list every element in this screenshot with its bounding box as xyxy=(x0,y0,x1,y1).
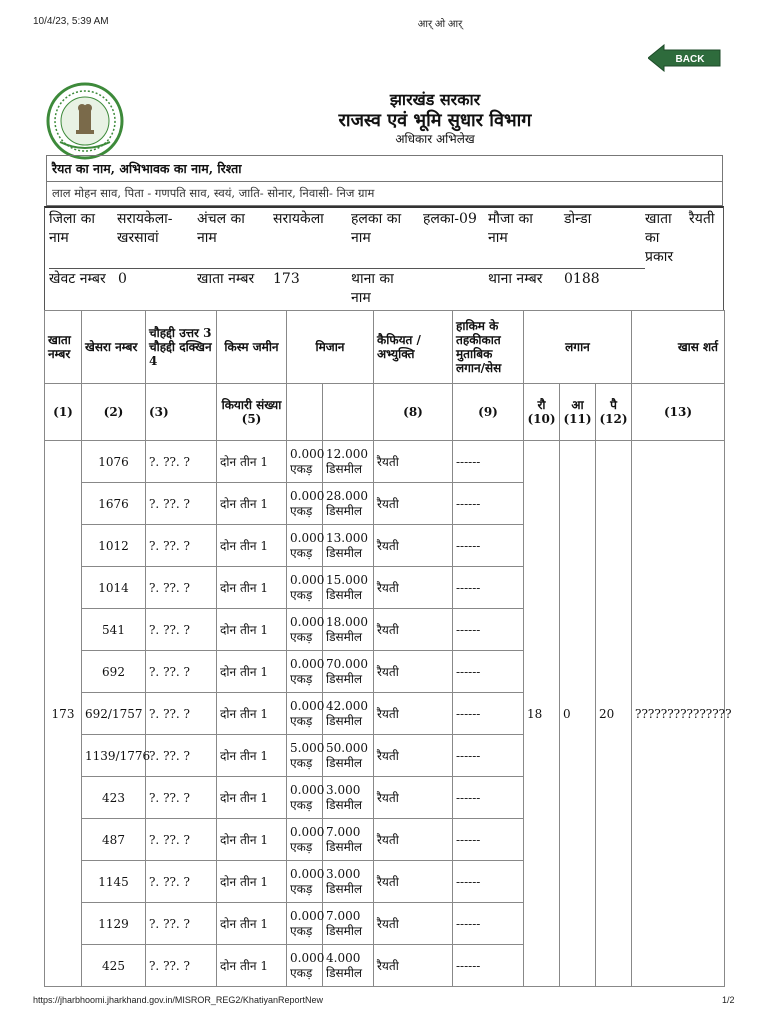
decimal-value: 18.000 xyxy=(326,614,368,629)
decimal-value: 28.000 xyxy=(326,488,368,503)
kism-cell: दोन तीन 1 xyxy=(217,861,287,903)
col-num-1: (1) xyxy=(45,384,82,441)
kism-cell: दोन तीन 1 xyxy=(217,903,287,945)
kaifiyat-cell: रैयती xyxy=(374,903,453,945)
hakim-cell: ------ xyxy=(453,567,524,609)
hakim-cell: ------ xyxy=(453,777,524,819)
kaifiyat-cell: रैयती xyxy=(374,819,453,861)
hakim-cell: ------ xyxy=(453,609,524,651)
decimal-cell xyxy=(323,903,374,945)
hakim-cell: ------ xyxy=(453,861,524,903)
decimal-cell xyxy=(323,693,374,735)
back-button-label: BACK xyxy=(675,54,705,65)
col-num-11 xyxy=(560,384,596,441)
kaifiyat-cell: रैयती xyxy=(374,567,453,609)
acre-unit: एकड़ xyxy=(290,755,313,770)
hakim-cell: ------ xyxy=(453,693,524,735)
table-row xyxy=(45,441,725,483)
kaifiyat-cell: रैयती xyxy=(374,441,453,483)
header-hakim: हाकिम के तहकीकात मुताबिक लगान/सेस xyxy=(453,311,524,384)
chauhaddi-cell: ?. ??. ? xyxy=(146,567,217,609)
decimal-cell xyxy=(323,945,374,987)
khesra-cell: 1139/1776 xyxy=(82,735,146,777)
decimal-value: 3.000 xyxy=(326,782,361,797)
header-lagan: लगान xyxy=(524,311,632,384)
print-page-number: 1/2 xyxy=(722,995,735,1005)
halka-label: हलका का नाम xyxy=(351,211,402,246)
back-button[interactable] xyxy=(648,44,722,72)
khesra-cell: 487 xyxy=(82,819,146,861)
kaifiyat-cell: रैयती xyxy=(374,693,453,735)
acre-unit: एकड़ xyxy=(290,671,313,686)
decimal-unit: डिसमील xyxy=(326,881,363,896)
chauhaddi-cell: ?. ??. ? xyxy=(146,945,217,987)
khesra-cell: 423 xyxy=(82,777,146,819)
decimal-unit: डिसमील xyxy=(326,839,363,854)
decimal-cell xyxy=(323,819,374,861)
hakim-cell: ------ xyxy=(453,651,524,693)
acre-unit: एकड़ xyxy=(290,461,313,476)
kism-cell: दोन तीन 1 xyxy=(217,525,287,567)
print-page-title: आर् ओ आर् xyxy=(417,19,463,30)
decimal-unit: डिसमील xyxy=(326,965,363,980)
decimal-value: 42.000 xyxy=(326,698,368,713)
kism-cell: दोन तीन 1 xyxy=(217,441,287,483)
decimal-value: 4.000 xyxy=(326,950,361,965)
decimal-unit: डिसमील xyxy=(326,461,363,476)
decimal-cell xyxy=(323,777,374,819)
kiyari-label: कियारी संख्या xyxy=(221,398,282,412)
chauhaddi-cell: ?. ??. ? xyxy=(146,819,217,861)
decimal-unit: डिसमील xyxy=(326,503,363,518)
mouza-value: डोन्डा xyxy=(564,211,592,227)
acre-cell xyxy=(287,945,323,987)
info-divider xyxy=(49,268,645,269)
acre-unit: एकड़ xyxy=(290,923,313,938)
chauhaddi-cell: ?. ??. ? xyxy=(146,651,217,693)
kism-cell: दोन तीन 1 xyxy=(217,819,287,861)
decimal-cell xyxy=(323,441,374,483)
col-num-10-value: (10) xyxy=(527,412,556,426)
kaifiyat-cell: रैयती xyxy=(374,945,453,987)
acre-value: 0.000 xyxy=(290,698,325,713)
khewat-label: खेवट नम्बर xyxy=(49,271,106,287)
chauhaddi-cell: ?. ??. ? xyxy=(146,525,217,567)
raiyat-value: लाल मोहन साव, पिता - गणपति साव, स्वयं, जाति- सोनार, निवासी- निज ग्राम xyxy=(47,182,723,206)
hakim-cell: ------ xyxy=(453,441,524,483)
chauhaddi-cell: ?. ??. ? xyxy=(146,777,217,819)
raiyat-heading: रैयत का नाम, अभिभावक का नाम, रिश्ता xyxy=(47,156,723,182)
khesra-cell: 1676 xyxy=(82,483,146,525)
hakim-cell: ------ xyxy=(453,483,524,525)
khesra-cell: 1129 xyxy=(82,903,146,945)
decimal-value: 7.000 xyxy=(326,824,361,839)
acre-cell xyxy=(287,651,323,693)
kism-cell: दोन तीन 1 xyxy=(217,567,287,609)
decimal-value: 7.000 xyxy=(326,908,361,923)
acre-unit: एकड़ xyxy=(290,545,313,560)
decimal-unit: डिसमील xyxy=(326,629,363,644)
district-value: सरायकेला-खरसावां xyxy=(117,211,173,246)
decimal-cell xyxy=(323,735,374,777)
decimal-unit: डिसमील xyxy=(326,713,363,728)
khata-label: खाता नम्बर xyxy=(197,271,255,287)
kism-cell: दोन तीन 1 xyxy=(217,777,287,819)
header-mizan: मिजान xyxy=(287,311,374,384)
khesra-cell: 1076 xyxy=(82,441,146,483)
decimal-value: 70.000 xyxy=(326,656,368,671)
acre-cell xyxy=(287,693,323,735)
decimal-unit: डिसमील xyxy=(326,797,363,812)
khesra-cell: 692/1757 xyxy=(82,693,146,735)
col-num-5-value: (5) xyxy=(241,412,262,426)
mouza-label: मौजा का नाम xyxy=(488,211,533,246)
col-blank-decimal xyxy=(323,384,374,441)
decimal-cell xyxy=(323,651,374,693)
department-title: राजस्व एवं भूमि सुधार विभाग xyxy=(338,110,532,131)
chauhaddi-cell: ?. ??. ? xyxy=(146,609,217,651)
acre-cell xyxy=(287,819,323,861)
chauhaddi-cell: ?. ??. ? xyxy=(146,693,217,735)
acre-unit: एकड़ xyxy=(290,965,313,980)
khesra-cell: 692 xyxy=(82,651,146,693)
header-kaifiyat: कैफियत / अभ्युक्ति xyxy=(374,311,453,384)
khewat-value: 0 xyxy=(118,271,127,287)
print-datetime: 10/4/23, 5:39 AM xyxy=(33,16,109,27)
khata-number-cell: 173 xyxy=(45,441,82,987)
decimal-unit: डिसमील xyxy=(326,587,363,602)
acre-value: 0.000 xyxy=(290,488,325,503)
decimal-value: 15.000 xyxy=(326,572,368,587)
khata-value: 173 xyxy=(273,271,300,287)
hakim-cell: ------ xyxy=(453,735,524,777)
acre-unit: एकड़ xyxy=(290,881,313,896)
acre-cell xyxy=(287,567,323,609)
col-num-10 xyxy=(524,384,560,441)
col-num-9: (9) xyxy=(453,384,524,441)
acre-value: 0.000 xyxy=(290,782,325,797)
print-url: https://jharbhoomi.jharkhand.gov.in/MISROR_REG2/KhatiyanReportNew xyxy=(33,995,323,1005)
acre-cell xyxy=(287,861,323,903)
khesra-cell: 1014 xyxy=(82,567,146,609)
rau-cell: 18 xyxy=(524,441,560,987)
acre-cell xyxy=(287,441,323,483)
land-info-section xyxy=(44,206,724,311)
kaifiyat-cell: रैयती xyxy=(374,735,453,777)
govt-title: झारखंड सरकार xyxy=(389,90,481,109)
hakim-cell: ------ xyxy=(453,945,524,987)
col-blank-acre xyxy=(287,384,323,441)
hakim-cell: ------ xyxy=(453,903,524,945)
acre-value: 0.000 xyxy=(290,530,325,545)
thana-no-label: थाना नम्बर xyxy=(488,271,543,287)
record-title: अधिकार अभिलेख xyxy=(395,132,475,146)
circle-value: सरायकेला xyxy=(273,211,324,227)
acre-unit: एकड़ xyxy=(290,503,313,518)
decimal-cell xyxy=(323,609,374,651)
decimal-cell xyxy=(323,525,374,567)
khata-type-value: रैयती xyxy=(689,211,715,227)
khatiyan-table xyxy=(44,310,732,987)
acre-cell xyxy=(287,777,323,819)
aana-label: आ xyxy=(571,398,584,412)
district-label: जिला का नाम xyxy=(49,211,95,246)
rau-label: रौ xyxy=(537,398,546,412)
acre-value: 0.000 xyxy=(290,614,325,629)
acre-cell xyxy=(287,609,323,651)
aana-cell: 0 xyxy=(560,441,596,987)
acre-cell xyxy=(287,735,323,777)
acre-value: 0.000 xyxy=(290,824,325,839)
kaifiyat-cell: रैयती xyxy=(374,777,453,819)
kaifiyat-cell: रैयती xyxy=(374,525,453,567)
decimal-value: 13.000 xyxy=(326,530,368,545)
thana-label: थाना का नाम xyxy=(351,271,394,306)
col-num-13: (13) xyxy=(632,384,725,441)
paisa-cell: 20 xyxy=(596,441,632,987)
decimal-unit: डिसमील xyxy=(326,923,363,938)
kaifiyat-cell: रैयती xyxy=(374,861,453,903)
halka-value: हलका-09 xyxy=(423,211,477,227)
khesra-cell: 541 xyxy=(82,609,146,651)
col-num-11-value: (11) xyxy=(563,412,592,426)
decimal-unit: डिसमील xyxy=(326,671,363,686)
hakim-cell: ------ xyxy=(453,819,524,861)
acre-value: 5.000 xyxy=(290,740,325,755)
acre-unit: एकड़ xyxy=(290,839,313,854)
kism-cell: दोन तीन 1 xyxy=(217,945,287,987)
kaifiyat-cell: रैयती xyxy=(374,483,453,525)
decimal-cell xyxy=(323,567,374,609)
khesra-cell: 425 xyxy=(82,945,146,987)
decimal-unit: डिसमील xyxy=(326,755,363,770)
col-num-8: (8) xyxy=(374,384,453,441)
kism-cell: दोन तीन 1 xyxy=(217,651,287,693)
kaifiyat-cell: रैयती xyxy=(374,651,453,693)
header-khesra: खेसरा नम्बर xyxy=(82,311,146,384)
khesra-cell: 1145 xyxy=(82,861,146,903)
decimal-unit: डिसमील xyxy=(326,545,363,560)
kism-cell: दोन तीन 1 xyxy=(217,483,287,525)
decimal-value: 50.000 xyxy=(326,740,368,755)
acre-unit: एकड़ xyxy=(290,797,313,812)
acre-cell xyxy=(287,525,323,567)
chauhaddi-cell: ?. ??. ? xyxy=(146,483,217,525)
col-num-5 xyxy=(217,384,287,441)
decimal-value: 3.000 xyxy=(326,866,361,881)
khas-shart-cell: ??????????????? xyxy=(632,441,725,987)
thana-no-value: 0188 xyxy=(564,271,600,287)
decimal-cell xyxy=(323,483,374,525)
header-khas-shart: खास शर्त xyxy=(632,311,725,384)
khata-type-label: खाता का प्रकार xyxy=(645,211,674,265)
col-num-2: (2) xyxy=(82,384,146,441)
chauhaddi-cell: ?. ??. ? xyxy=(146,903,217,945)
acre-value: 0.000 xyxy=(290,866,325,881)
paisa-label: पै xyxy=(610,398,617,412)
header-chauhaddi: चौहद्दी उत्तर 3 चौहद्दी दक्खिन 4 xyxy=(146,311,217,384)
acre-value: 0.000 xyxy=(290,950,325,965)
chauhaddi-cell: ?. ??. ? xyxy=(146,735,217,777)
kaifiyat-cell: रैयती xyxy=(374,609,453,651)
chauhaddi-cell: ?. ??. ? xyxy=(146,441,217,483)
header-kism: किस्म जमीन xyxy=(217,311,287,384)
kism-cell: दोन तीन 1 xyxy=(217,693,287,735)
kism-cell: दोन तीन 1 xyxy=(217,735,287,777)
acre-value: 0.000 xyxy=(290,572,325,587)
acre-value: 0.000 xyxy=(290,908,325,923)
decimal-cell xyxy=(323,861,374,903)
col-num-12 xyxy=(596,384,632,441)
col-num-3: (3) xyxy=(146,384,217,441)
col-num-12-value: (12) xyxy=(599,412,628,426)
acre-cell xyxy=(287,483,323,525)
acre-unit: एकड़ xyxy=(290,713,313,728)
acre-cell xyxy=(287,903,323,945)
acre-unit: एकड़ xyxy=(290,587,313,602)
raiyat-section xyxy=(46,155,723,206)
chauhaddi-cell: ?. ??. ? xyxy=(146,861,217,903)
acre-value: 0.000 xyxy=(290,656,325,671)
acre-unit: एकड़ xyxy=(290,629,313,644)
header-khata: खाता नम्बर xyxy=(45,311,82,384)
khesra-cell: 1012 xyxy=(82,525,146,567)
decimal-value: 12.000 xyxy=(326,446,368,461)
hakim-cell: ------ xyxy=(453,525,524,567)
kism-cell: दोन तीन 1 xyxy=(217,609,287,651)
acre-value: 0.000 xyxy=(290,446,325,461)
jharkhand-emblem-icon xyxy=(46,82,124,160)
circle-label: अंचल का नाम xyxy=(197,211,245,246)
